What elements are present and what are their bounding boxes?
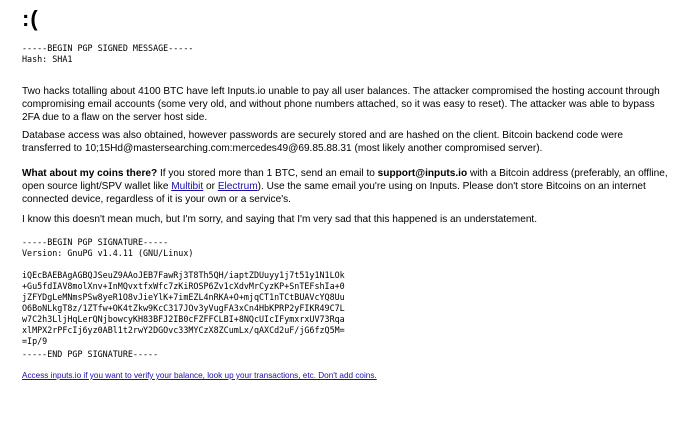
signature-line: w7C2h3LljHqLerQNjbowcyKH83BFJ2IB0cFZFFCLBI+8NQcUIcIFymxrxUV73Rqa [22,314,345,324]
paragraph-coins-info [22,167,672,206]
pgp-header [22,43,193,65]
signature-line: jZFYDgLeMNmsPSw8yeR1O8vJieYlK+7imEZL4nRKA+O+mjqCT1nTCtBUAVcYQ8Uu [22,292,345,302]
signature-line: =Ip/9 [22,336,48,346]
paragraph-database-access: Database access was also obtained, however passwords are securely stored and are hashed on the client. Bitcoin backend code were transferred to 10;15Hd@mastersearching.com:mercedes49@69.85.88.31 (most likely another compromised server). [22,130,623,154]
sad-emoticon: :( [22,6,39,31]
coins-text-b: with a Bitcoin address (preferably, an offline, open source light/SPV wallet like [22,168,668,192]
coins-text-c: or [203,181,218,192]
paragraph-apology: I know this doesn't mean much, but I'm sorry, and saying that I'm very sad that this happened is an understatement. [22,214,538,225]
coins-question-heading: What about my coins there? [22,168,158,179]
pgp-signature-block [22,270,345,347]
pgp-signature-header [22,237,193,259]
signature-line: xlMPX2rPFcIj6yz0ABl1t2rwY2DGOvc33MYCzX8ZCumLx/qAXCd2uF/jG6fzQ5M= [22,325,345,335]
pgp-hash: Hash: SHA1 [22,54,73,64]
access-inputs-link[interactable]: Access inputs.io if you want to verify your balance, look up your transactions, etc. Don't add coins. [22,371,377,380]
pgp-end-signature: -----END PGP SIGNATURE----- [22,349,159,359]
support-email: support@inputs.io [377,168,468,179]
signature-line: iQEcBAEBAgAGBQJSeuZ9AAoJEB7FawRj3T8Th5QH/iaptZDUuyy1j7t51y1N1LOk [22,270,345,280]
paragraph-hack-explanation: Two hacks totalling about 4100 BTC have left Inputs.io unable to pay all user balances. The attacker compromised the hosting account through compromising email accounts (some very old, and without phone numbers attached, so it was easy to reset). The attacker was able to bypass 2FA due to a flaw on the server host side. [22,86,660,123]
pgp-begin-signature: -----BEGIN PGP SIGNATURE----- [22,237,169,247]
pgp-begin-message: -----BEGIN PGP SIGNED MESSAGE----- [22,43,194,53]
multibit-link[interactable]: Multibit [171,181,204,192]
coins-text-d: ). Use the same email you're using on Inputs. Please don't store Bitcoins on an internet connected device, regardless of it is your own or a service's. [22,181,646,205]
coins-text-a: If you stored more than 1 BTC, send an email to [157,168,378,179]
signature-line: +Gu5fdIAV8molXnv+InMQvxtfxWfc7zKiROSP6Zv1cXdvMrCyzKP+SnTEFshIa+0 [22,281,345,291]
pgp-version: Version: GnuPG v1.4.11 (GNU/Linux) [22,248,194,258]
electrum-link[interactable]: Electrum [217,181,258,192]
signature-line: O6BoNLkgT8z/1ZTfw+OK4tZkw9KcC317JOv3yVugFA3xCn4HbKPRP2yFIKR49C7L [22,303,345,313]
